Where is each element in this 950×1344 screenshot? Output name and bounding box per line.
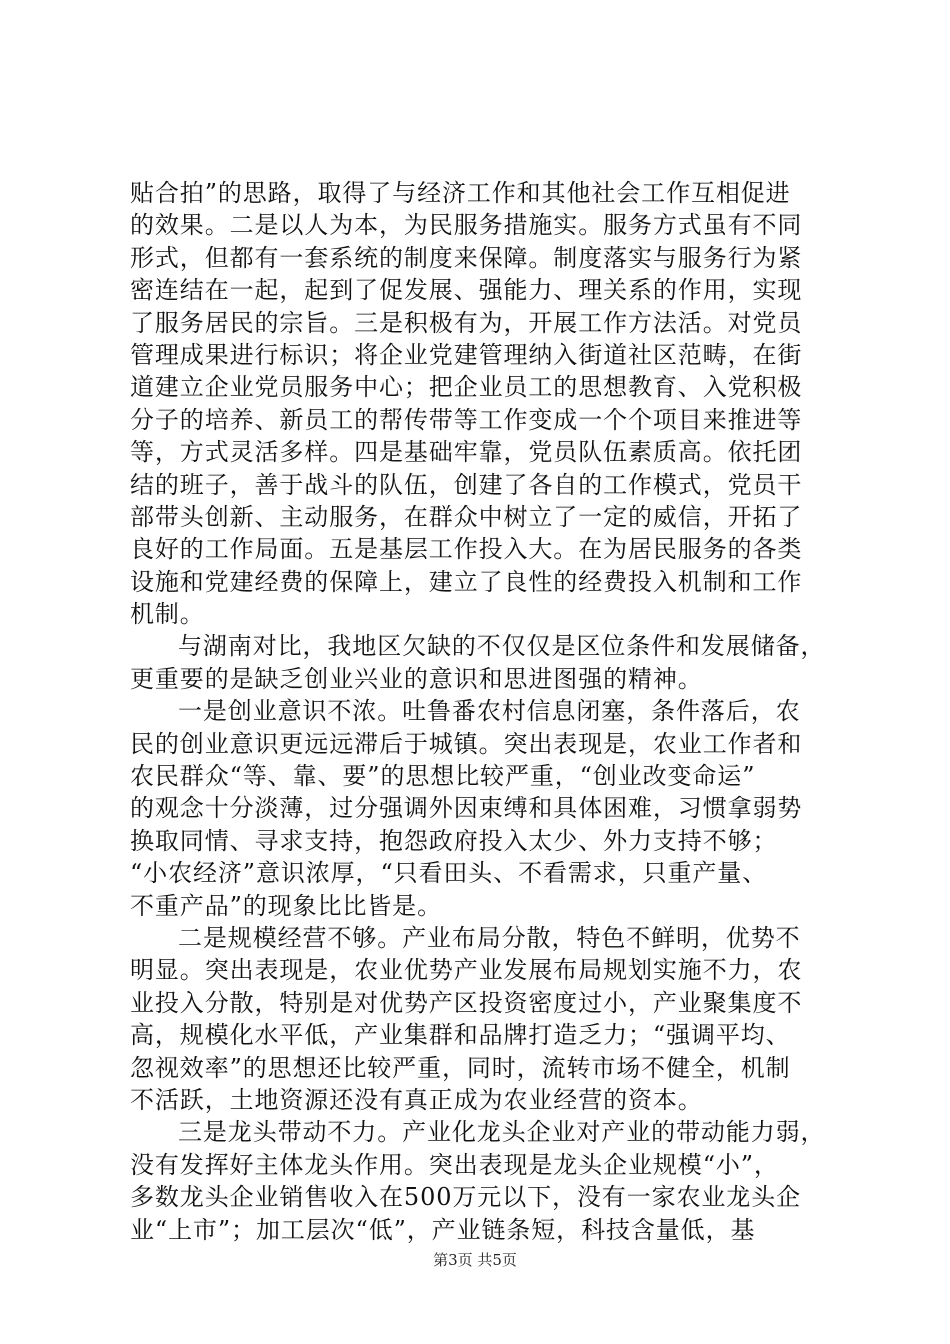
- text-line: 结的班子，善于战斗的队伍，创建了各自的工作模式，党员干: [130, 470, 803, 499]
- text-line: 了服务居民的宗旨。三是积极有为，开展工作方法活。对党员: [130, 308, 803, 337]
- text-line: 换取同情、寻求支持，抱怨政府投入太少、外力支持不够；: [130, 826, 778, 855]
- text-line: 机制。: [130, 600, 205, 629]
- text-line: 高，规模化水平低，产业集群和品牌打造乏力；“强调平均、: [130, 1021, 791, 1050]
- text-line: 民的创业意识更远远滞后于城镇。突出表现是，农业工作者和: [130, 729, 803, 758]
- text-line: 的效果。二是以人为本，为民服务措施实。服务方式虽有不同: [130, 211, 803, 240]
- text-line: 形式，但都有一套系统的制度来保障。制度落实与服务行为紧: [130, 243, 803, 272]
- text-line: 业“上市”；加工层次“低”，产业链条短，科技含量低，基: [130, 1215, 756, 1244]
- text-line: 三是龙头带动不力。产业化龙头企业对产业的带动能力弱，: [178, 1118, 826, 1147]
- text-line: 贴合拍”的思路，取得了与经济工作和其他社会工作互相促进: [130, 179, 791, 207]
- text-line: 管理成果进行标识；将企业党建管理纳入街道社区范畴，在街: [130, 340, 803, 369]
- text-line: 一是创业意识不浓。吐鲁番农村信息闭塞，条件落后，农: [178, 697, 801, 726]
- text-line: 部带头创新、主动服务，在群众中树立了一定的威信，开拓了: [130, 502, 803, 531]
- text-line: 等，方式灵活多样。四是基础牢靠，党员队伍素质高。依托团: [130, 438, 803, 467]
- text-line: 良好的工作局面。五是基层工作投入大。在为居民服务的各类: [130, 535, 803, 564]
- text-line: 与湖南对比，我地区欠缺的不仅仅是区位条件和发展储备，: [178, 632, 826, 661]
- text-line: “小农经济”意识浓厚，“只看田头、不看需求，只重产量、: [130, 859, 768, 888]
- text-line: 农民群众“等、靠、要”的思想比较严重，“创业改变命运”: [130, 762, 756, 791]
- document-body: [130, 177, 840, 1246]
- text-line: 不重产品”的现象比比皆是。: [130, 891, 442, 920]
- text-line: 二是规模经营不够。产业布局分散，特色不鲜明，优势不: [178, 923, 801, 952]
- text-line: 忽视效率”的思想还比较严重，同时，流转市场不健全，机制: [130, 1053, 791, 1082]
- text-line: 明显。突出表现是，农业优势产业发展布局规划实施不力，农: [130, 956, 803, 985]
- text-line: 多数龙头企业销售收入在500万元以下，没有一家农业龙头企: [130, 1183, 802, 1212]
- text-line: 没有发挥好主体龙头作用。突出表现是龙头企业规模“小”，: [130, 1150, 779, 1179]
- text-line: 分子的培养、新员工的帮传带等工作变成一个个项目来推进等: [130, 405, 803, 434]
- text-line: 的观念十分淡薄，过分强调外因束缚和具体困难，习惯拿弱势: [130, 794, 803, 823]
- page-footer: 第3页 共5页: [433, 1251, 517, 1269]
- text-line: 更重要的是缺乏创业兴业的意识和思进图强的精神。: [130, 664, 703, 693]
- text-line: 设施和党建经费的保障上，建立了良性的经费投入机制和工作: [130, 567, 803, 596]
- text-line: 业投入分散，特别是对优势产区投资密度过小，产业聚集度不: [130, 988, 803, 1017]
- text-line: 不活跃，土地资源还没有真正成为农业经营的资本。: [130, 1085, 703, 1114]
- text-line: 道建立企业党员服务中心；把企业员工的思想教育、入党积极: [130, 373, 803, 402]
- text-line: 密连结在一起，起到了促发展、强能力、理关系的作用，实现: [130, 276, 803, 305]
